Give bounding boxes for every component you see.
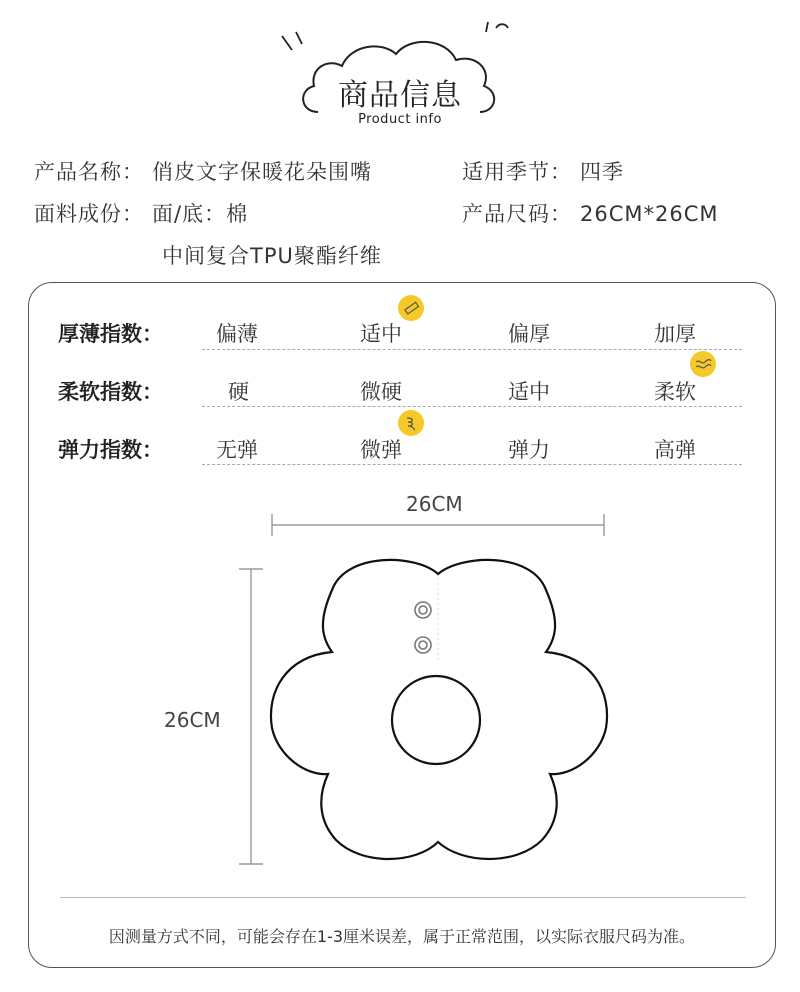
softness-divider xyxy=(202,406,742,407)
softness-option-soft: 柔软 xyxy=(654,380,696,404)
height-dimension-line xyxy=(236,566,266,868)
thickness-option-thin: 偏薄 xyxy=(216,322,258,346)
thickness-option-extra-thick: 加厚 xyxy=(654,322,696,346)
spring-icon xyxy=(398,410,424,436)
footer-divider xyxy=(60,897,746,898)
size-value: 26CM*26CM xyxy=(580,202,719,226)
size-label: 产品尺码： xyxy=(462,202,572,226)
elasticity-label: 弹力指数： xyxy=(58,438,163,462)
wave-icon xyxy=(690,351,716,377)
softness-label: 柔软指数： xyxy=(58,380,163,404)
flower-bib-illustration xyxy=(266,552,612,872)
width-dimension-line xyxy=(268,512,608,538)
thickness-divider xyxy=(202,349,742,350)
width-dimension-label: 26CM xyxy=(406,492,463,516)
material-value-2: 中间复合TPU聚酯纤维 xyxy=(162,244,382,268)
elasticity-option-elastic: 弹力 xyxy=(508,438,550,462)
product-name-label: 产品名称： xyxy=(34,160,144,184)
product-name-value: 俏皮文字保暖花朵围嘴 xyxy=(152,160,372,184)
header-cloud xyxy=(270,16,530,126)
ruler-icon xyxy=(398,295,424,321)
softness-option-medium: 适中 xyxy=(508,380,550,404)
elasticity-option-high: 高弹 xyxy=(654,438,696,462)
height-dimension-label: 26CM xyxy=(164,708,221,732)
header-title: 商品信息 xyxy=(338,78,462,113)
season-label: 适用季节： xyxy=(462,160,572,184)
elasticity-option-slight: 微弹 xyxy=(360,438,402,462)
material-row xyxy=(34,198,248,228)
season-value: 四季 xyxy=(580,160,624,184)
thickness-label: 厚薄指数： xyxy=(58,322,163,346)
elasticity-divider xyxy=(202,464,742,465)
elasticity-option-none: 无弹 xyxy=(216,438,258,462)
measurement-note: 因测量方式不同，可能会存在1-3厘米误差，属于正常范围，以实际衣服尺码为准。 xyxy=(108,927,696,946)
product-name-row xyxy=(34,156,372,186)
thickness-option-thick: 偏厚 xyxy=(508,322,550,346)
softness-option-slightly-hard: 微硬 xyxy=(360,380,402,404)
thickness-option-medium: 适中 xyxy=(360,322,402,346)
softness-option-hard: 硬 xyxy=(228,380,249,404)
material-label: 面料成份： xyxy=(34,202,144,226)
material-value: 面/底：棉 xyxy=(152,202,249,226)
header-subtitle: Product info xyxy=(358,112,442,127)
season-row xyxy=(462,156,624,186)
size-row xyxy=(462,198,719,228)
